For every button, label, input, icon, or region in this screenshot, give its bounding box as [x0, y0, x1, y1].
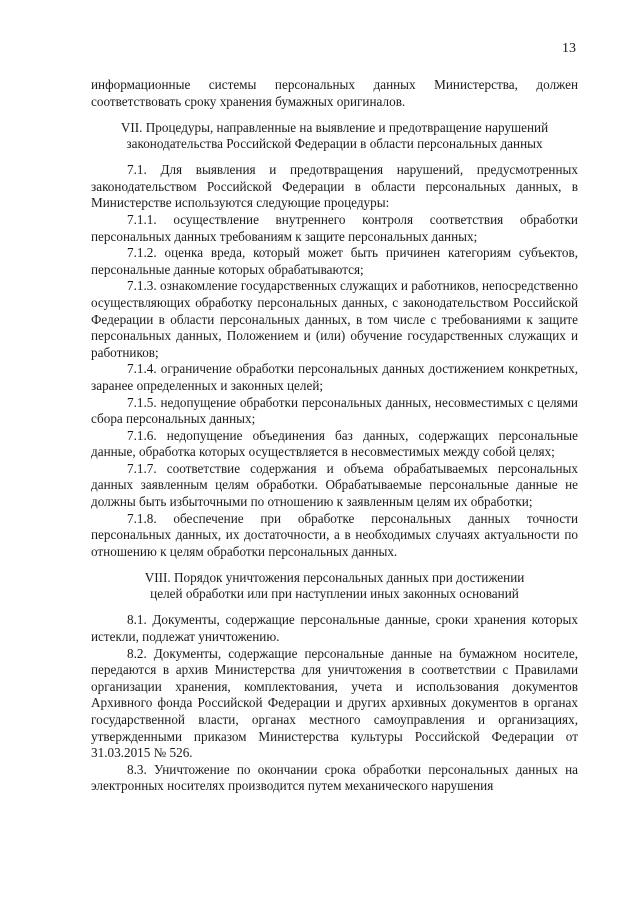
section-8-heading — [91, 570, 578, 601]
section-7-heading-line1: VII. Процедуры, направленные на выявление и предотвращение нарушений — [120, 120, 549, 136]
paragraph-7-1-2: 7.1.2. оценка вреда, который может быть причинен категориям субъектов, персональные данные которых обрабатываются; — [91, 245, 578, 277]
document-body — [91, 77, 578, 795]
paragraph-8-3: 8.3. Уничтожение по окончании срока обработки персональных данных на электронных носителях производится путем механического нарушения — [91, 761, 578, 794]
page-number: 13 — [562, 41, 576, 56]
paragraph-7-1-3: 7.1.3. ознакомление государственных служащих и работников, непосредственно осуществляющих обработку персональных данных, с законодательством Российской Федерации в области персональных данных, в том числе с требованиями к защите персональных данных, Положением и (или) обучение государственных служащих и работников; — [91, 278, 578, 360]
continuation-paragraph: информационные системы персональных данных Министерства, должен соответствовать сроку хранения бумажных оригиналов. — [91, 77, 578, 109]
paragraph-8-2: 8.2. Документы, содержащие персональные данные на бумажном носителе, передаются в архив Министерства для уничтожения в соответствии с Правилами организации хранения, комплектования, учета и использования документов Архивного фонда Российской Федерации и других архивных документов в органах государственной власти, органах местного самоуправления и организациях, утвержденными приказом Министерства культуры Российской Федерации от 31.03.2015 № 526. — [91, 645, 578, 761]
paragraph-7-1-6: 7.1.6. недопущение объединения баз данных, содержащих персональные данные, обработка которых осуществляется в несовместимых между собой целях; — [91, 427, 578, 460]
paragraph-7-1-5: 7.1.5. недопущение обработки персональных данных, несовместимых с целями сбора персональных данных; — [91, 394, 578, 427]
section-8-heading-line2: целей обработки или при наступлении иных законных оснований — [150, 585, 519, 601]
paragraph-7-1-4: 7.1.4. ограничение обработки персональных данных достижением конкретных, заранее определенных и законных целей; — [91, 361, 578, 393]
paragraph-8-1: 8.1. Документы, содержащие персональные данные, сроки хранения которых истекли, подлежат уничтожению. — [91, 612, 578, 645]
paragraph-7-1-1: 7.1.1. осуществление внутреннего контроля соответствия обработки персональных данных требованиям к защите персональных данных; — [91, 211, 578, 244]
section-8-heading-line1: VIII. Порядок уничтожения персональных данных при достижении — [144, 570, 525, 586]
section-7-heading — [91, 120, 578, 151]
paragraph-7-1-7: 7.1.7. соответствие содержания и объема обрабатываемых персональных данных заявленным целям обработки. Обрабатываемые персональные данные не должны быть избыточными по отношению к заявленным целям их обработки; — [91, 460, 578, 510]
section-7-heading-line2: законодательства Российской Федерации в области персональных данных — [126, 135, 543, 151]
paragraph-7-1-8: 7.1.8. обеспечение при обработке персональных данных точности персональных данных, их достаточности, а в необходимых случаях актуальности по отношению к целям обработки персональных данных. — [91, 510, 578, 559]
paragraph-7-1: 7.1. Для выявления и предотвращения нарушений, предусмотренных законодательством Российской Федерации в области персональных данных, в Министерстве используются следующие процедуры: — [91, 162, 578, 211]
